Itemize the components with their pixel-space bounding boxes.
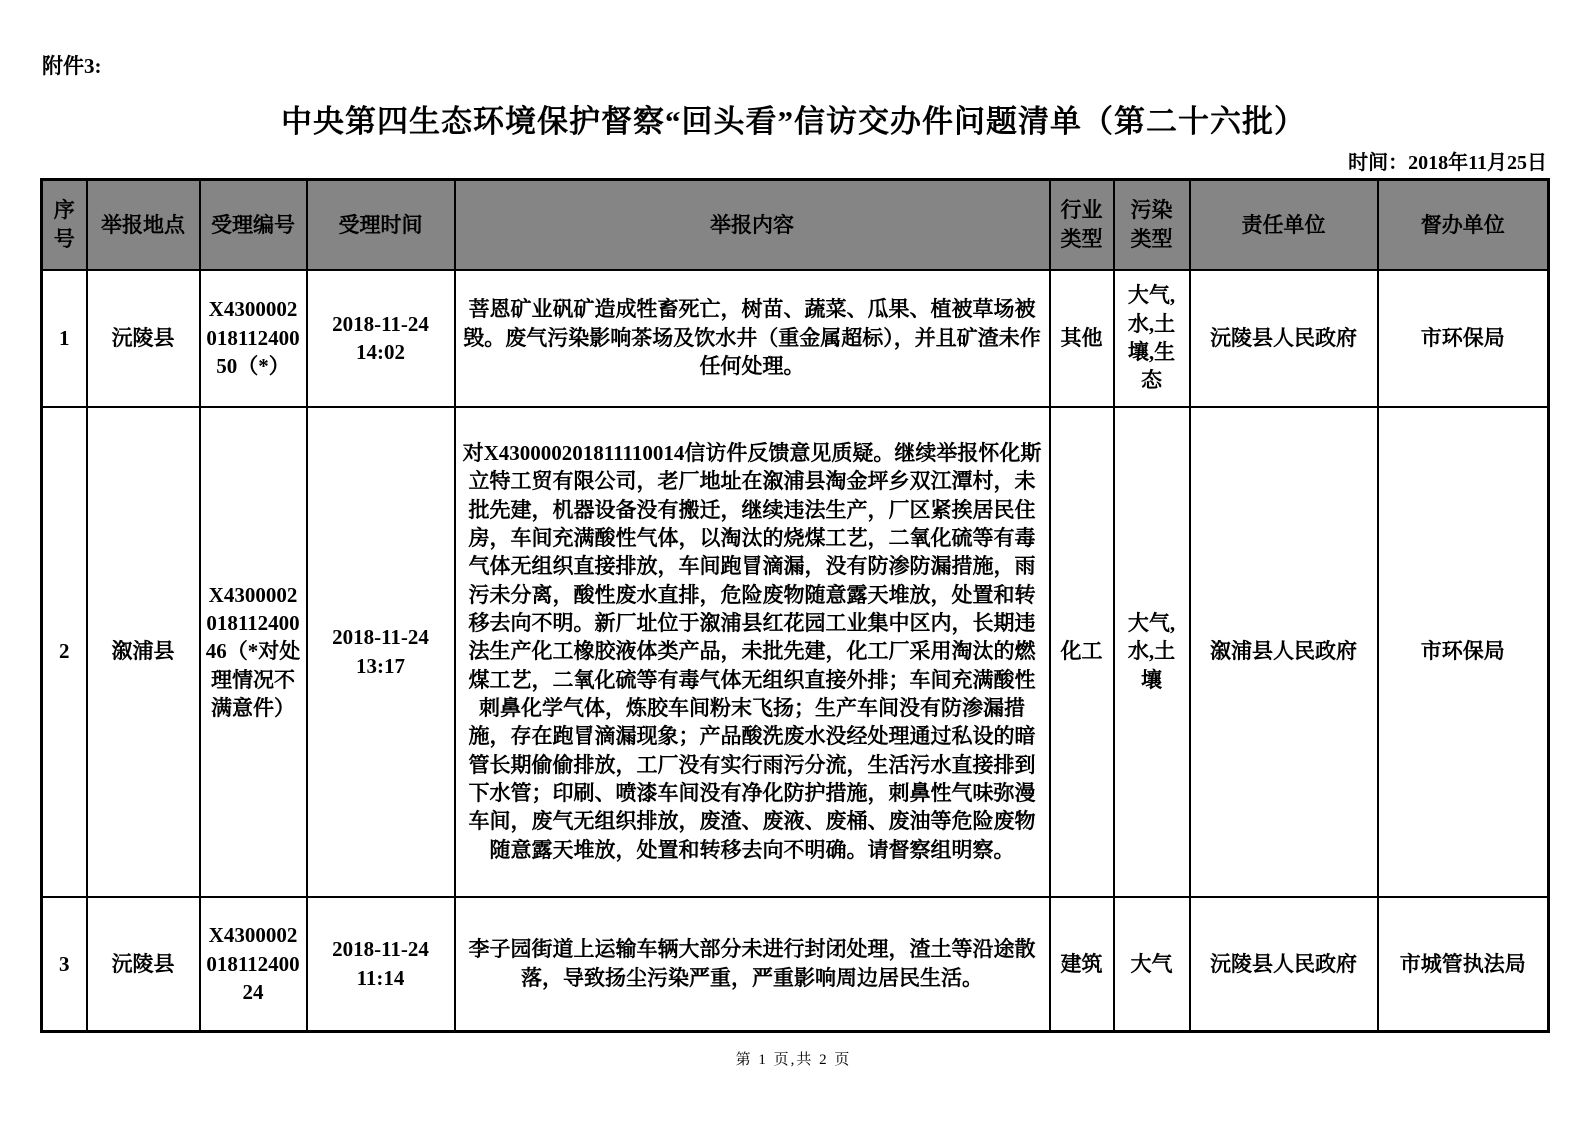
cell-time: 2018-11-24 13:17 <box>307 407 455 897</box>
complaints-table <box>40 178 1550 1033</box>
cell-supervisor: 市城管执法局 <box>1378 897 1549 1032</box>
cell-location: 沅陵县 <box>87 270 200 407</box>
cell-location: 沅陵县 <box>87 897 200 1032</box>
header-pollution: 污染类型 <box>1114 180 1190 270</box>
table-row <box>42 407 1549 897</box>
cell-pollution: 大气,水,土壤 <box>1114 407 1190 897</box>
cell-supervisor: 市环保局 <box>1378 270 1549 407</box>
cell-case-no: X430000201811240046（*对处理情况不满意件） <box>200 407 307 897</box>
cell-industry: 化工 <box>1050 407 1114 897</box>
cell-industry: 建筑 <box>1050 897 1114 1032</box>
cell-seq: 3 <box>42 897 87 1032</box>
header-content: 举报内容 <box>455 180 1050 270</box>
cell-time: 2018-11-24 11:14 <box>307 897 455 1032</box>
header-supervisor: 督办单位 <box>1378 180 1549 270</box>
date-line: 时间：2018年11月25日 <box>1348 152 1547 174</box>
cell-content: 菩恩矿业矾矿造成牲畜死亡，树苗、蔬菜、瓜果、植被草场被毁。废气污染影响茶场及饮水井（重金属超标），并且矿渣未作任何处理。 <box>455 270 1050 407</box>
cell-responsible: 溆浦县人民政府 <box>1190 407 1378 897</box>
cell-seq: 1 <box>42 270 87 407</box>
cell-time: 2018-11-24 14:02 <box>307 270 455 407</box>
cell-case-no: X430000201811240050（*） <box>200 270 307 407</box>
attachment-label: 附件3: <box>42 54 102 78</box>
table-row <box>42 897 1549 1032</box>
cell-seq: 2 <box>42 407 87 897</box>
header-seq: 序号 <box>42 180 87 270</box>
cell-pollution: 大气 <box>1114 897 1190 1032</box>
cell-responsible: 沅陵县人民政府 <box>1190 897 1378 1032</box>
cell-pollution: 大气,水,土壤,生态 <box>1114 270 1190 407</box>
cell-case-no: X430000201811240024 <box>200 897 307 1032</box>
cell-location: 溆浦县 <box>87 407 200 897</box>
cell-content: 李子园街道上运输车辆大部分未进行封闭处理，渣土等沿途散落，导致扬尘污染严重，严重影响周边居民生活。 <box>455 897 1050 1032</box>
header-location: 举报地点 <box>87 180 200 270</box>
page-number-footer: 第 1 页,共 2 页 <box>735 1052 852 1068</box>
table-row <box>42 270 1549 407</box>
header-case-no: 受理编号 <box>200 180 307 270</box>
cell-supervisor: 市环保局 <box>1378 407 1549 897</box>
page-title: 中央第四生态环境保护督察“回头看”信访交办件问题清单（第二十六批） <box>281 104 1306 139</box>
header-time: 受理时间 <box>307 180 455 270</box>
cell-industry: 其他 <box>1050 270 1114 407</box>
cell-responsible: 沅陵县人民政府 <box>1190 270 1378 407</box>
table-header-row <box>42 180 1549 270</box>
header-responsible: 责任单位 <box>1190 180 1378 270</box>
header-industry: 行业类型 <box>1050 180 1114 270</box>
cell-content: 对X430000201811110014信访件反馈意见质疑。继续举报怀化斯立特工贸有限公司，老厂地址在溆浦县淘金坪乡双江潭村，未批先建，机器设备没有搬迁，继续违法生产，厂区紧挨居民住房，车间充满酸性气体，以淘汰的烧煤工艺，二氧化硫等有毒气体无组织直接排放，车间跑冒滴漏，没有防渗防漏措施，雨污未分离，酸性废水直排，危险废物随意露天堆放，处置和转移去向不明。新厂址位于溆浦县红花园工业集中区内，长期违法生产化工橡胶液体类产品，未批先建，化工厂采用淘汰的燃煤工艺，二氧化硫等有毒气体无组织直接外排；车间充满酸性刺鼻化学气体，炼胶车间粉末飞扬；生产车间没有防渗漏措施，存在跑冒滴漏现象；产品酸洗废水没经处理通过私设的暗管长期偷偷排放，工厂没有实行雨污分流，生活污水直接排到下水管；印刷、喷漆车间没有净化防护措施，刺鼻性气味弥漫车间，废气无组织排放，废渣、废液、废桶、废油等危险废物随意露天堆放，处置和转移去向不明确。请督察组明察。 <box>455 407 1050 897</box>
